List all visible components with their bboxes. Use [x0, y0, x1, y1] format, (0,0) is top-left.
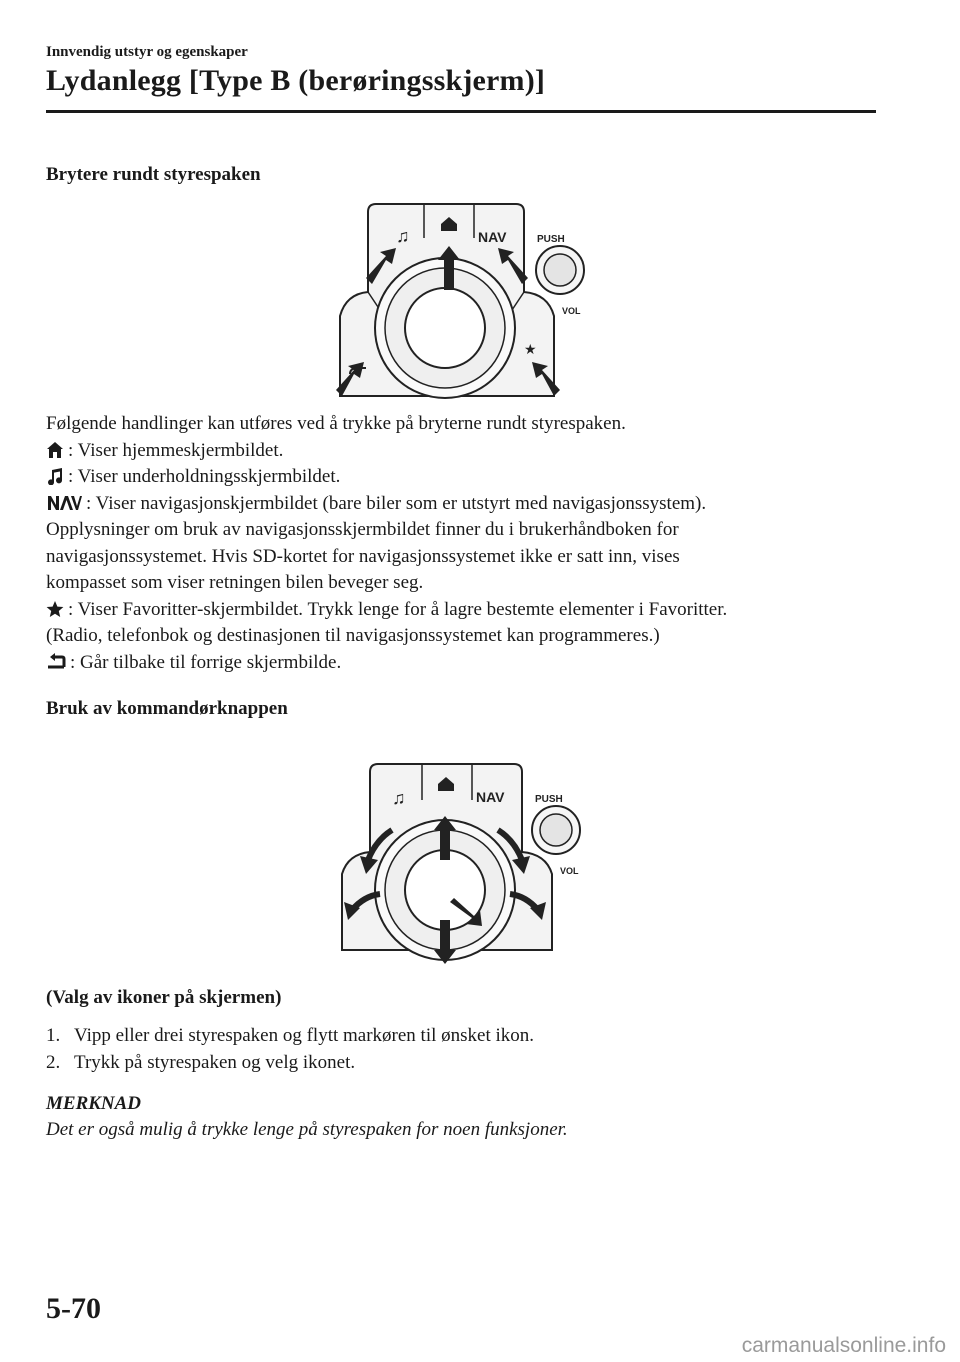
music-description: : Viser underholdningsskjermbildet. — [68, 466, 341, 487]
figure2-nav-label: NAV — [476, 789, 505, 805]
note-title: MERKNAD — [46, 1093, 142, 1114]
nav-continuation-3: kompasset som viser retningen bilen beveger seg. — [46, 572, 424, 593]
page-number: 5-70 — [46, 1292, 101, 1325]
music-note-icon — [46, 467, 64, 485]
back-line — [46, 650, 896, 677]
watermark: carmanualsonline.info — [741, 1334, 946, 1357]
commander-switches-figure — [328, 198, 592, 404]
list-item: 1. Vipp eller drei styrespaken og flytt markøren til ønsket ikon. — [46, 1025, 535, 1046]
header-divider — [46, 110, 876, 113]
nav-continuation-2: navigasjonssystemet. Hvis SD-kortet for navigasjonssystemet ikke er satt inn, vises — [46, 545, 680, 567]
fav-continuation: (Radio, telefonbok og destinasjonen til navigasjonssystemet kan programmeres.) — [46, 625, 660, 646]
list-item: 2. Trykk på styrespaken og velg ikonet. — [46, 1051, 356, 1073]
chapter-kicker: Innvendig utstyr og egenskaper — [46, 44, 248, 60]
home-line — [46, 438, 896, 465]
figure-star-icon: ★ — [524, 341, 537, 357]
section-heading-switches: Brytere rundt styrespaken — [46, 164, 261, 185]
fav-line — [46, 597, 896, 624]
switches-description — [46, 411, 896, 676]
section-heading-knob: Bruk av kommandørknappen — [46, 698, 288, 719]
note-text: Det er også mulig å trykke lenge på styrespaken for noen funksjoner. — [46, 1119, 568, 1140]
page-title: Lydanlegg [Type B (berøringsskjerm)] — [46, 64, 546, 97]
star-icon — [46, 600, 64, 618]
figure2-push-label: PUSH — [535, 794, 563, 805]
fav-description: : Viser Favoritter-skjermbildet. Trykk lenge for å lagre bestemte elementer i Favoritter. — [68, 598, 728, 620]
section-subheading-icon-selection: (Valg av ikoner på skjermen) — [46, 987, 282, 1008]
nav-description: : Viser navigasjonskjermbildet (bare biler som er utstyrt med navigasjonssystem). — [86, 492, 707, 514]
figure-vol-label: VOL — [562, 306, 581, 316]
home-icon — [46, 441, 64, 459]
music-line — [46, 464, 896, 491]
figure-push-label: PUSH — [537, 234, 565, 245]
intro-line: Følgende handlinger kan utføres ved å trykke på bryterne rundt styrespaken. — [46, 413, 626, 434]
nav-line — [46, 491, 896, 518]
back-description: : Går tilbake til forrige skjermbilde. — [70, 651, 342, 673]
figure-nav-label: NAV — [478, 229, 507, 245]
steps-list — [46, 1023, 534, 1076]
commander-knob-usage-figure — [330, 760, 594, 970]
figure2-vol-label: VOL — [560, 866, 579, 876]
figure-music-icon: ♫ — [396, 226, 410, 246]
nav-icon — [46, 494, 82, 512]
nav-continuation-1: Opplysninger om bruk av navigasjonsskjermbildet finner du i brukerhåndboken for — [46, 519, 679, 540]
home-description: : Viser hjemmeskjermbildet. — [68, 439, 284, 461]
figure2-music-icon: ♫ — [392, 788, 406, 808]
back-arrow-icon — [46, 653, 66, 671]
